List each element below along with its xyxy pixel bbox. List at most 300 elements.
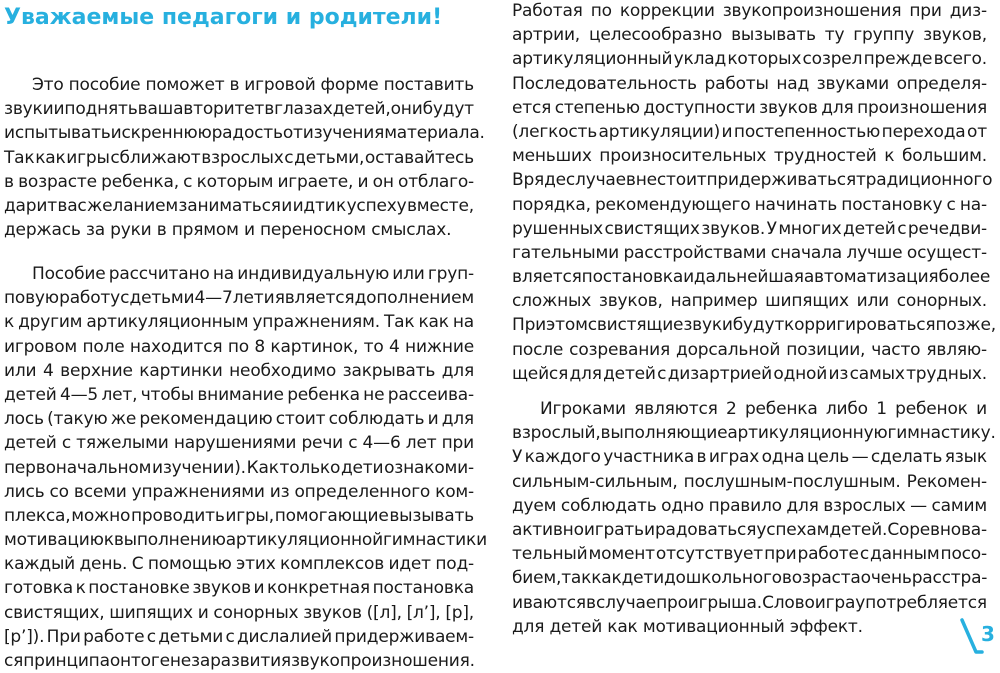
word: с [183,171,193,192]
word: детей, [332,99,391,120]
word: [р], [445,602,474,623]
text-line [4,286,474,310]
page-number-text: 3 [981,622,995,646]
word: определенного [294,481,431,502]
word: при [441,433,474,454]
word: идти [292,195,336,216]
word: для [441,360,474,381]
word: чтобы [140,384,194,405]
word: поможет [145,75,225,95]
text-line [4,601,474,625]
word: работу [59,288,120,309]
word: для [569,363,602,384]
text-line [4,170,474,194]
word: работе [797,544,859,565]
word: 4 [389,336,400,357]
word: и [253,578,265,599]
word: по [227,336,249,357]
word: или [856,291,889,312]
word: испытывать [4,123,111,144]
word: закрывать [342,360,436,381]
word: как [35,147,66,168]
word: детей [603,363,656,384]
word: первоначальном [4,457,152,478]
word: рассеива- [387,384,474,405]
word: помощью [147,554,232,575]
word: с [225,626,235,647]
word: сильным-сильным, [512,471,678,492]
word: лось [4,409,44,430]
word: отблаго- [398,171,474,192]
word: по [590,1,612,21]
word: артикуляции) [598,121,721,142]
word: свистящих, [4,602,105,623]
word: 4—6 [362,433,401,454]
word: желанием [87,195,178,216]
word: детей [4,384,57,405]
word: только [279,457,341,478]
word: со [49,481,69,502]
word: 4 [42,360,54,381]
word: доступности [643,97,756,118]
text-line [4,625,474,649]
word: взрослый, [512,423,601,444]
word: звуки [683,315,733,336]
word: постановка [581,267,684,288]
word: звуков [192,578,251,599]
word: начинать [754,194,838,215]
word: взрослых [201,147,284,168]
word: упражнениям. [252,312,380,333]
text-line [512,120,987,144]
word: помогающие [274,505,389,526]
word: гимнастику. [887,423,996,444]
word: находится [129,336,223,357]
word: сделать [870,447,943,468]
word: детей. [829,519,888,540]
word: ваш [137,99,174,120]
word: и [643,519,655,540]
word: поле [82,336,125,357]
word: Пособие [32,264,106,284]
text-line [512,23,987,47]
word: каждого [524,447,601,468]
word: и [281,195,293,216]
word: целесообразно [588,25,723,46]
word: играете, [277,171,354,192]
word: играх [708,447,760,468]
word: данным [870,544,940,565]
word: картинки [139,360,223,381]
word: проигрыша. [656,592,762,613]
paragraph [512,397,996,639]
word: заниматься [178,195,281,216]
word: работе [83,626,145,647]
word: звуками [816,73,889,94]
word: постановку [841,194,943,215]
word: постепенностью [733,121,881,142]
word: соблюдать [560,495,657,516]
word: (легкость [512,121,598,142]
word: из [828,363,849,384]
text-line [4,407,474,431]
word: или [392,264,425,284]
word: определя- [896,73,987,94]
word: самых [849,363,905,384]
word: послушным-послушным. [683,471,901,492]
word: каждый [4,554,76,575]
word: при [764,544,797,565]
text-line [4,194,474,218]
word: артрии, [512,25,581,46]
word: осущест- [906,242,987,263]
word: [л’], [406,602,441,623]
word: которым [196,171,274,192]
word: глазах [274,99,333,120]
word: успехам [756,519,830,540]
word: звукопроизношения. [290,651,475,671]
word: 8 [254,336,265,357]
word: стоит [656,170,707,191]
word: одна [761,447,805,468]
text-line [512,193,987,217]
word: вас [57,195,87,216]
text-line [4,359,474,383]
text-line [512,96,987,120]
word: 2 [726,399,737,419]
word: с [146,626,156,647]
word: необходимо [229,360,337,381]
word: свистящие [587,315,684,336]
word: звуки [4,99,54,120]
word: 4—5 [60,384,99,405]
word: цель [806,447,850,468]
word: вляется [512,267,582,288]
word: нижние [405,336,474,357]
paragraph [4,73,485,242]
word: дорсальной [676,339,781,360]
word: тельный [512,544,588,565]
text-line [512,289,987,313]
word: группу [853,25,915,46]
text-line [4,456,474,480]
word: ряде [523,170,566,191]
word: правило [708,495,782,516]
word: игровом [4,336,78,357]
word: корригироваться [784,315,936,336]
word: С [131,554,144,575]
word: шипящих [109,602,193,623]
word: уклад [673,49,727,70]
word: либо [825,399,868,419]
text-line [512,241,987,265]
word: изучения [302,123,385,144]
text-line: держась за руки в прямом и переносном смыслах. [4,220,452,241]
word: — [910,495,927,516]
word: ребенка, [101,171,179,192]
word: к [103,530,114,551]
word: и [976,399,987,419]
text-line [512,445,987,469]
word: он [372,171,394,192]
word: после [512,339,564,360]
word: всеми [73,481,127,502]
text-line [512,217,987,241]
word: употребляется [855,592,987,613]
paragraph [512,0,996,386]
word: не [635,170,657,191]
word: этих [236,554,276,575]
word: ознакоми- [384,457,474,478]
word: более [938,267,991,288]
word: У [512,447,523,468]
text-line [512,542,987,566]
word: игры, [225,505,274,526]
word: одно [661,495,705,516]
word: принципа [23,651,110,671]
text-line [512,168,993,192]
word: артикуляционным [86,312,249,333]
word: часто [871,339,921,360]
word: ту [824,25,845,46]
word: нарушениями [173,433,297,454]
word: и [357,171,369,192]
word: вызывать [389,505,474,526]
word: с [946,194,956,215]
word: или [4,360,37,381]
word: Последовательность [512,73,697,94]
word: радоваться [654,519,757,540]
word: меньших [512,146,592,167]
text-line [4,310,474,334]
word: дополнением [354,288,474,309]
word: выполняющие [600,423,728,444]
text-line [512,265,991,289]
word: являю- [926,339,987,360]
word: радость [211,123,283,144]
word: Рекомен- [906,471,987,492]
word: традиционного [855,170,993,191]
word: щейся [512,363,569,384]
word: выполнению [113,530,226,551]
word: можно [71,505,131,526]
text-line [512,591,987,615]
word: посо- [940,544,987,565]
text-line [512,470,987,494]
word: лет [405,433,437,454]
word: материала. [384,123,485,144]
paragraph [4,262,487,673]
word: возраста [781,568,861,589]
word: не [363,384,385,405]
text-line [512,494,987,518]
word: артикуляционный [512,49,673,70]
text-line [4,431,474,455]
word: ком- [435,481,474,502]
word: звуков [303,602,362,623]
word: гимнастики [382,530,487,551]
word: стоит [275,409,326,430]
word: соблюдать [328,409,425,430]
text-line: для детей как мотивационный эффект. [512,616,863,637]
text-line [4,262,474,286]
word: дошкольного [663,568,782,589]
word: дети [621,568,664,589]
word: от [282,123,303,144]
word: детей [843,218,896,239]
word: одной [773,363,828,384]
word: 1 [876,399,887,419]
word: для [786,495,819,516]
word: ребенка [744,399,818,419]
word: иваются [512,592,586,613]
word: вместе, [406,195,474,216]
word: под- [435,554,474,575]
word: степенью [554,97,640,118]
word: звуков [759,97,818,118]
word: диз- [949,1,987,21]
word: При [46,626,81,647]
word: другим [18,312,83,333]
word: с [859,544,869,565]
word: случаев [565,170,636,191]
word: Работая [512,1,583,21]
word: сложных [512,291,592,312]
word: комплексов [280,554,385,575]
word: мотивацию [4,530,104,551]
word: звуков. [701,218,766,239]
word: сонорных [213,602,299,623]
word: ребенок [895,399,968,419]
word: бием, [512,568,562,589]
text-line [512,518,987,542]
word: придерживаться [706,170,856,191]
word: на- [959,194,987,215]
word: сонорных. [896,291,987,312]
word: оставайтесь [364,147,474,168]
word: для [441,409,474,430]
word: с [120,288,130,309]
word: этом [546,315,588,336]
word: коррекции [619,1,715,21]
word: перехода [881,121,966,142]
word: произношения [857,97,987,118]
text-line [512,362,987,386]
word: идет [388,554,431,575]
word: дальнейшая [693,267,804,288]
word: и [263,288,275,309]
word: расстра- [911,568,988,589]
word: верхние [60,360,133,381]
word: повую [4,288,59,309]
word: случае [595,592,656,613]
text-line [4,552,474,576]
word: и [197,602,209,623]
word: постановка [372,578,474,599]
word: форме [320,75,379,95]
word: на [212,264,234,284]
word: большим. [901,146,987,167]
word: авторитет [173,99,265,120]
word: вызывать [731,25,816,46]
text-line [512,421,996,445]
word: игровой [244,75,316,95]
word: работы [704,73,769,94]
word: рушенных [512,218,603,239]
word: всего. [933,49,987,70]
text-line [4,504,474,528]
word: Так [383,312,415,333]
word: с [657,363,667,384]
word: с [61,433,71,454]
word: детьми [158,626,224,647]
word: для [821,97,854,118]
word: к [884,146,895,167]
word: проводить [130,505,225,526]
word: груп- [427,264,474,284]
text-line [4,73,474,97]
word: из [269,481,290,502]
word: ребенка [287,384,360,405]
word: поднять [64,99,138,120]
text-line [512,72,987,96]
word: Как [246,457,279,478]
word: являются [634,399,718,419]
word: они [390,99,423,120]
word: Слово [762,592,815,613]
word: дизартрией [667,363,772,384]
word: трудностей [773,146,877,167]
word: и [427,409,439,430]
word: позже, [935,315,996,336]
word: сначала [770,242,842,263]
word: в [229,75,240,95]
word: (такую [47,409,108,430]
word: лись [4,481,45,502]
word: будут [422,99,474,120]
word: взрослых [823,495,906,516]
word: с [284,147,294,168]
word: Игроками [540,399,626,419]
word: развития [210,651,291,671]
word: к [4,312,15,333]
word: успеху [346,195,407,216]
word: лучше [846,242,903,263]
word: [р’]). [4,626,45,647]
text-line [512,144,987,168]
word: речи [301,433,344,454]
text-line [4,121,485,145]
word: детьми, [294,147,365,168]
word: трудных. [906,363,987,384]
word: звуков, [598,291,663,312]
word: участника [603,447,695,468]
word: произносительных [599,146,767,167]
word: ([л], [366,602,402,623]
text-line [4,146,474,170]
word: порядка, [512,194,591,215]
word: с [897,218,907,239]
word: речедви- [907,218,987,239]
word: игры [66,147,110,168]
word: При [512,315,547,336]
word: Это [32,75,64,95]
word: лет, [101,384,138,405]
text-line [4,335,474,359]
word: искреннюю [110,123,212,144]
word: и [53,99,65,120]
word: рекомендацию [139,409,273,430]
